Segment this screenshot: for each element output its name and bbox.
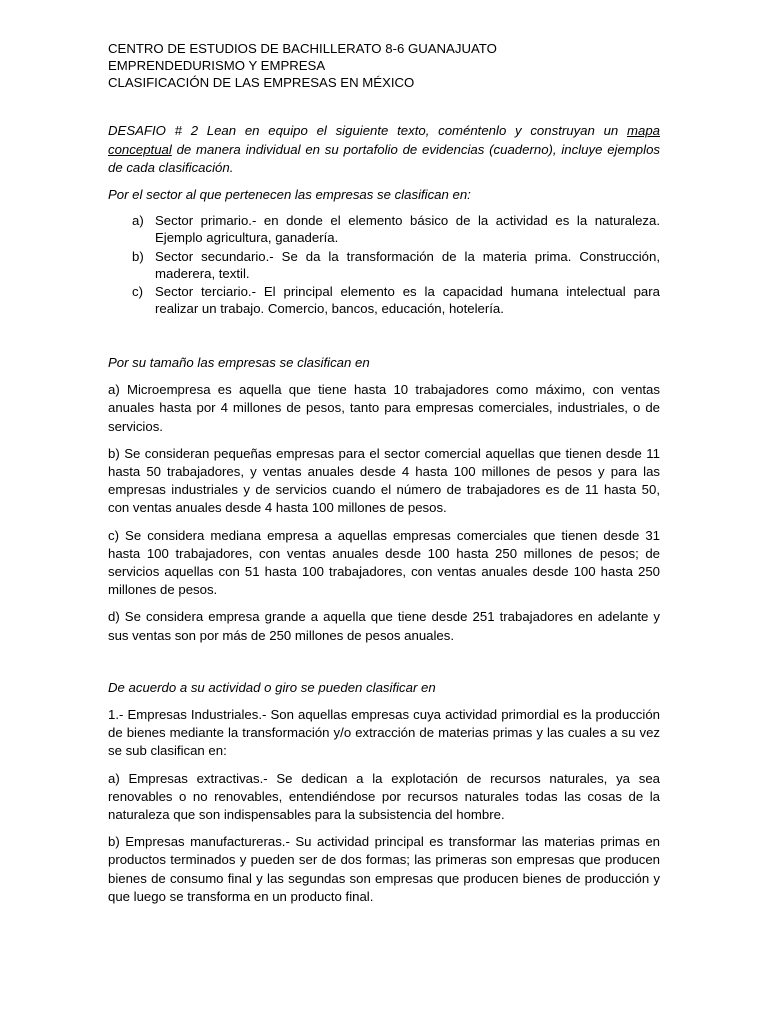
actividad-paragraph: 1.- Empresas Industriales.- Son aquellas empresas cuya actividad primordial es la producción de bienes mediante la transformación y/o extracción de materias primas y las cuales a su vez se sub clasifican en: [108, 707, 660, 759]
tamano-heading: Por su tamaño las empresas se clasifican en [108, 354, 370, 370]
list-item-text: Sector terciario.- El principal elemento es la capacidad humana intelectual para realizar un trabajo. Comercio, bancos, educación, hotelería. [155, 284, 660, 317]
list-marker: a) [132, 213, 144, 229]
actividad-paragraph: a) Empresas extractivas.- Se dedican a la explotación de recursos naturales, ya sea renovables o no renovables, entendiéndose por recursos naturales todas las cosas de la naturaleza que son indispensables para la subsistencia del hombre. [108, 770, 660, 823]
actividad-heading: De acuerdo a su actividad o giro se pueden clasificar en [108, 679, 436, 695]
course-name: EMPRENDEDURISMO Y EMPRESA [108, 57, 326, 73]
tamano-paragraph: c) Se considera mediana empresa a aquellas empresas comerciales que tienen desde 31 hasta 100 trabajadores, con ventas anuales desde 100 hasta 250 millones de pesos; de servicios aquellas con 51 hasta 100 trabajadores, con ventas anuales desde 100 hasta 250 millones de pesos. [108, 527, 660, 598]
actividad-paragraph: b) Empresas manufactureras.- Su actividad principal es transformar las materias primas en productos terminados y pueden ser de dos formas; las primeras son empresas que producen bienes de consumo final y las segundas son empresas que producen bienes de producción y que luego se transforma en un producto final. [108, 834, 660, 904]
desafio-instructions [108, 122, 660, 177]
sector-list [108, 213, 660, 318]
desafio-lead: DESAFIO # 2 Lean en equipo el siguiente texto, coméntenlo y construyan un [108, 123, 627, 139]
list-item [108, 284, 660, 318]
list-marker: c) [132, 284, 143, 300]
list-marker: b) [132, 248, 144, 264]
list-item [108, 213, 660, 247]
sector-heading: Por el sector al que pertenecen las empresas se clasifican en: [108, 187, 471, 202]
desafio-rest: de manera individual en su portafolio de evidencias (cuaderno), incluye ejemplos de cada clasificación. [108, 141, 660, 175]
desafio-underlined: mapa conceptual [108, 123, 660, 157]
tamano-paragraph: d) Se considera empresa grande a aquella que tiene desde 251 trabajadores en adelante y sus ventas son por más de 250 millones de pesos anuales. [108, 609, 660, 643]
school-name: CENTRO DE ESTUDIOS DE BACHILLERATO 8-6 GUANAJUATO [108, 41, 497, 56]
tamano-paragraph: a) Microempresa es aquella que tiene hasta 10 trabajadores como máximo, con ventas anuales hasta por 4 millones de pesos, tanto para empresas comerciales, industriales, o de servicios. [108, 382, 660, 434]
tamano-paragraph: b) Se consideran pequeñas empresas para el sector comercial aquellas que tienen desde 11 hasta 50 trabajadores, y ventas anuales desde 4 hasta 100 millones de pesos y para las empresas industriales y de servicios cuando el número de trabajadores es de 11 hasta 50, con ventas anuales desde 4 hasta 100 millones de pesos. [108, 445, 660, 516]
document-title: CLASIFICACIÓN DE LAS EMPRESAS EN MÉXICO [108, 74, 415, 90]
document-header [108, 41, 660, 91]
document-page [108, 41, 660, 906]
list-item [108, 249, 660, 283]
list-item-text: Sector primario.- en donde el elemento básico de la actividad es la naturaleza. Ejemplo agricultura, ganadería. [155, 213, 660, 245]
list-item-text: Sector secundario.- Se da la transformación de la materia prima. Construcción, maderera, textil. [155, 248, 660, 281]
